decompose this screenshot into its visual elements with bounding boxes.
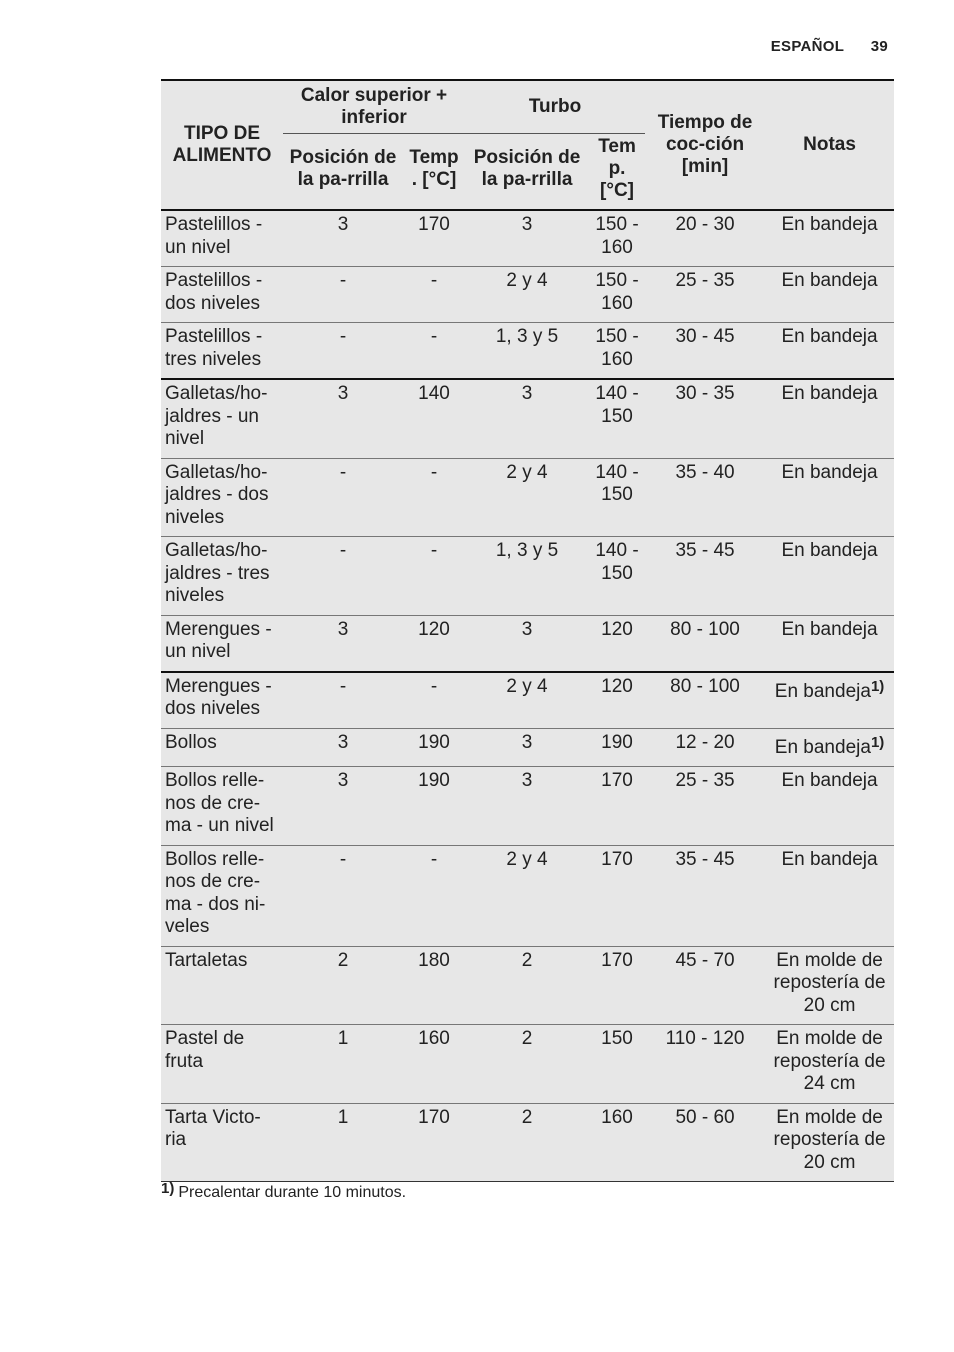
food-cell (161, 1103, 283, 1182)
food-cell (161, 537, 283, 616)
food-cell (161, 728, 283, 767)
notes-cell (765, 672, 894, 729)
notes-cell (765, 615, 894, 672)
temp-1-cell (403, 946, 465, 1025)
temp-1-cell-text: - (430, 848, 438, 870)
footnote-text: Precalentar durante 10 minutos. (178, 1184, 407, 1201)
temp-1-cell (403, 267, 465, 323)
notes-cell-text: En bandeja (781, 383, 878, 404)
shelf-position-2-cell-text: 2 y 4 (506, 848, 548, 870)
shelf-position-1-cell (283, 672, 403, 729)
temp-2-cell-text: 170 (601, 848, 633, 870)
temp-2-cell (589, 946, 645, 1025)
footnote-mark: 1) (161, 1180, 175, 1197)
page-header (771, 38, 888, 55)
temp-2-cell-text: 150 - 160 (595, 270, 639, 314)
cooking-time-cell (645, 946, 765, 1025)
temp-1-cell (403, 728, 465, 767)
notes-cell (765, 845, 894, 946)
shelf-position-1-cell (283, 615, 403, 672)
temp-2-cell-text: 160 (601, 1106, 633, 1128)
shelf-position-1-cell-text: - (339, 270, 347, 291)
temp-2-cell-text: 190 (601, 731, 633, 753)
notes-cell-text: En molde de repostería de 20 cm (773, 949, 886, 1016)
food-cell-text: Pastel de fruta (165, 1028, 245, 1072)
food-cell-text: Galletas/ho-jaldres - un nivel (165, 383, 268, 449)
temp-2-cell (589, 458, 645, 537)
food-cell (161, 210, 283, 267)
cooking-time-cell (645, 1103, 765, 1182)
temp-1-cell (403, 672, 465, 729)
shelf-position-2-cell (465, 537, 589, 616)
shelf-position-1-cell (283, 379, 403, 458)
food-cell-text: Galletas/ho-jaldres - tres niveles (165, 540, 270, 606)
footnote-reference: 1) (870, 733, 885, 751)
notes-cell (765, 946, 894, 1025)
shelf-position-1-cell (283, 537, 403, 616)
food-cell (161, 458, 283, 537)
shelf-position-1-cell (283, 946, 403, 1025)
table-row (161, 1103, 894, 1182)
header-temp-2: Tem p. [°C] (589, 134, 645, 211)
temp-1-cell (403, 1025, 465, 1104)
food-cell-text: Merengues - un nivel (165, 618, 272, 662)
shelf-position-2-cell (465, 946, 589, 1025)
food-cell (161, 767, 283, 846)
shelf-position-1-cell (283, 210, 403, 267)
shelf-position-1-cell-text: 3 (337, 214, 349, 235)
food-cell-text: Galletas/ho-jaldres - dos niveles (165, 461, 269, 528)
table-header (161, 80, 894, 210)
table-row (161, 1025, 894, 1104)
notes-cell (765, 728, 894, 767)
cooking-time-cell (645, 767, 765, 846)
temp-1-cell (403, 379, 465, 458)
temp-1-cell-text: - (430, 540, 438, 561)
shelf-position-2-cell (465, 458, 589, 537)
shelf-position-2-cell (465, 672, 589, 729)
notes-cell-text: En bandeja (774, 680, 871, 702)
shelf-position-2-cell-text: 2 (521, 1028, 533, 1049)
food-cell-text: Bollos relle-nos de cre-ma - un nivel (165, 770, 274, 836)
notes-cell-text: En bandeja (781, 326, 878, 347)
temp-1-cell (403, 767, 465, 846)
temp-2-cell (589, 672, 645, 729)
header-notes: Notas (765, 80, 894, 210)
notes-cell-text: En molde de repostería de 20 cm (773, 1106, 886, 1173)
cooking-time-cell-text: 45 - 70 (675, 949, 735, 971)
temp-2-cell (589, 728, 645, 767)
shelf-position-1-cell (283, 845, 403, 946)
food-cell (161, 672, 283, 729)
table-row (161, 728, 894, 767)
shelf-position-2-cell-text: 1, 3 y 5 (495, 326, 559, 347)
table-row (161, 537, 894, 616)
temp-2-cell-text: 120 (601, 675, 633, 697)
food-cell-text: Tarta Victo-ria (165, 1106, 261, 1150)
temp-1-cell-text: 170 (418, 1106, 450, 1128)
shelf-position-2-cell (465, 323, 589, 380)
cooking-time-cell-text: 25 - 35 (675, 270, 735, 291)
cooking-time-cell (645, 537, 765, 616)
shelf-position-2-cell-text: 2 y 4 (506, 270, 548, 291)
food-cell (161, 845, 283, 946)
food-cell-text: Bollos (165, 731, 217, 753)
temp-2-cell-text: 170 (601, 770, 633, 791)
food-cell (161, 946, 283, 1025)
shelf-position-1-cell-text: 1 (337, 1028, 349, 1049)
shelf-position-2-cell-text: 2 y 4 (506, 675, 548, 697)
shelf-position-2-cell-text: 2 y 4 (506, 461, 548, 483)
notes-cell-text: En bandeja (781, 848, 878, 870)
shelf-position-2-cell-text: 1, 3 y 5 (495, 540, 559, 561)
temp-1-cell (403, 1103, 465, 1182)
food-cell-text: Bollos relle-nos de cre-ma - dos ni-veles (165, 848, 266, 937)
cooking-time-cell (645, 210, 765, 267)
shelf-position-1-cell-text: 3 (337, 618, 349, 640)
shelf-position-2-cell (465, 767, 589, 846)
temp-2-cell (589, 379, 645, 458)
temp-1-cell-text: 170 (418, 214, 450, 235)
temp-2-cell (589, 267, 645, 323)
temp-1-cell-text: - (430, 326, 438, 347)
temp-1-cell (403, 537, 465, 616)
footnote (161, 1180, 406, 1202)
temp-2-cell (589, 1103, 645, 1182)
shelf-position-1-cell (283, 323, 403, 380)
header-top-bottom-heat: Calor superior + inferior (283, 80, 465, 134)
table-row (161, 845, 894, 946)
table-row (161, 615, 894, 672)
temp-2-cell (589, 323, 645, 380)
cooking-time-cell (645, 458, 765, 537)
page-number: 39 (870, 38, 888, 55)
header-food-type: TIPO DE ALIMENTO (161, 80, 283, 210)
shelf-position-2-cell-text: 3 (521, 214, 533, 235)
food-cell-text: Tartaletas (165, 949, 248, 971)
temp-1-cell-text: 190 (418, 770, 450, 791)
shelf-position-1-cell (283, 767, 403, 846)
temp-2-cell (589, 1025, 645, 1104)
notes-cell (765, 323, 894, 380)
table-row (161, 672, 894, 729)
language-label: ESPAÑOL (770, 38, 845, 55)
food-cell (161, 379, 283, 458)
temp-1-cell-text: 140 (418, 383, 450, 404)
table-row (161, 323, 894, 380)
cooking-time-cell-text: 50 - 60 (675, 1106, 735, 1128)
temp-2-cell-text: 150 (601, 1028, 633, 1049)
notes-cell-text: En bandeja (781, 540, 878, 561)
temp-1-cell-text: - (430, 675, 438, 697)
cooking-time-cell-text: 25 - 35 (675, 770, 735, 791)
food-cell (161, 615, 283, 672)
cooking-time-cell-text: 35 - 45 (675, 540, 735, 561)
food-cell-text: Merengues - dos niveles (165, 675, 272, 719)
cooking-time-cell (645, 615, 765, 672)
table-row (161, 946, 894, 1025)
shelf-position-2-cell (465, 1025, 589, 1104)
shelf-position-1-cell (283, 728, 403, 767)
shelf-position-2-cell-text: 3 (521, 731, 533, 753)
temp-1-cell-text: 160 (418, 1028, 450, 1049)
cooking-time-cell-text: 80 - 100 (670, 675, 740, 697)
shelf-position-1-cell-text: 3 (337, 383, 349, 404)
notes-cell (765, 458, 894, 537)
shelf-position-2-cell (465, 210, 589, 267)
temp-2-cell-text: 140 - 150 (595, 383, 639, 427)
temp-2-cell-text: 150 - 160 (595, 326, 639, 370)
header-temp-1: Temp . [°C] (403, 134, 465, 211)
shelf-position-1-cell-text: - (339, 461, 347, 483)
temp-2-cell (589, 537, 645, 616)
temp-1-cell (403, 210, 465, 267)
cooking-time-cell (645, 845, 765, 946)
temp-2-cell-text: 140 - 150 (595, 461, 639, 505)
shelf-position-2-cell-text: 3 (521, 618, 533, 640)
shelf-position-1-cell (283, 1103, 403, 1182)
shelf-position-1-cell (283, 267, 403, 323)
shelf-position-1-cell-text: 2 (337, 949, 349, 971)
food-cell (161, 267, 283, 323)
notes-cell-text: En bandeja (781, 618, 878, 640)
shelf-position-2-cell (465, 379, 589, 458)
footnote-reference: 1) (870, 677, 885, 695)
notes-cell-text: En bandeja (781, 270, 878, 291)
header-shelf-position-1: Posición de la pa-rrilla (283, 134, 403, 211)
table-body (161, 210, 894, 1182)
notes-cell-text: En bandeja (781, 461, 878, 483)
shelf-position-1-cell-text: - (339, 326, 347, 347)
food-cell-text: Pastelillos - un nivel (165, 214, 263, 258)
table-row (161, 267, 894, 323)
shelf-position-1-cell-text: 3 (337, 770, 349, 791)
temp-1-cell-text: - (430, 461, 438, 483)
shelf-position-1-cell (283, 458, 403, 537)
table-row (161, 767, 894, 846)
cooking-time-cell (645, 1025, 765, 1104)
header-turbo: Turbo (465, 80, 645, 134)
food-cell-text: Pastelillos - dos niveles (165, 270, 263, 314)
notes-cell (765, 379, 894, 458)
temp-2-cell-text: 150 - 160 (595, 214, 639, 258)
notes-cell (765, 267, 894, 323)
shelf-position-2-cell (465, 1103, 589, 1182)
shelf-position-1-cell-text: 1 (337, 1106, 349, 1128)
shelf-position-1-cell-text: - (339, 848, 347, 870)
notes-cell (765, 767, 894, 846)
cooking-time-cell (645, 267, 765, 323)
cooking-time-cell-text: 35 - 40 (675, 461, 735, 483)
shelf-position-2-cell-text: 3 (521, 770, 533, 791)
cooking-time-cell-text: 12 - 20 (675, 731, 735, 753)
shelf-position-1-cell (283, 1025, 403, 1104)
temp-2-cell-text: 120 (601, 618, 633, 640)
table-row (161, 458, 894, 537)
notes-cell-text: En bandeja (781, 214, 878, 235)
temp-2-cell (589, 845, 645, 946)
temp-1-cell-text: 180 (418, 949, 450, 971)
notes-cell (765, 210, 894, 267)
food-cell (161, 1025, 283, 1104)
cooking-time-cell-text: 20 - 30 (675, 214, 735, 235)
notes-cell (765, 1103, 894, 1182)
header-shelf-position-2: Posición de la pa-rrilla (465, 134, 589, 211)
temp-2-cell (589, 767, 645, 846)
shelf-position-1-cell-text: - (339, 675, 347, 697)
cooking-time-cell (645, 672, 765, 729)
notes-cell-text: En molde de repostería de 24 cm (773, 1028, 886, 1094)
notes-cell (765, 537, 894, 616)
temp-1-cell (403, 323, 465, 380)
food-cell (161, 323, 283, 380)
temp-1-cell-text: 190 (418, 731, 450, 753)
table-row (161, 379, 894, 458)
cooking-time-cell-text: 30 - 35 (675, 383, 735, 404)
shelf-position-1-cell-text: 3 (337, 731, 349, 753)
temp-2-cell (589, 210, 645, 267)
shelf-position-2-cell-text: 3 (521, 383, 533, 404)
header-cooking-time: Tiempo de coc-ción [min] (645, 80, 765, 210)
temp-1-cell-text: 120 (418, 618, 450, 640)
shelf-position-2-cell-text: 2 (521, 949, 533, 971)
temp-1-cell (403, 845, 465, 946)
notes-cell-text: En bandeja (781, 770, 878, 791)
shelf-position-2-cell (465, 728, 589, 767)
cooking-time-cell-text: 110 - 120 (665, 1028, 745, 1049)
cooking-time-cell (645, 323, 765, 380)
shelf-position-2-cell-text: 2 (521, 1106, 533, 1128)
cooking-time-cell (645, 379, 765, 458)
table-row (161, 210, 894, 267)
cooking-time-cell-text: 30 - 45 (675, 326, 735, 347)
cooking-time-cell-text: 80 - 100 (670, 618, 740, 640)
notes-cell-text: En bandeja (774, 736, 871, 758)
temp-2-cell-text: 140 - 150 (595, 540, 639, 584)
temp-2-cell (589, 615, 645, 672)
shelf-position-2-cell (465, 615, 589, 672)
shelf-position-2-cell (465, 845, 589, 946)
temp-1-cell (403, 458, 465, 537)
temp-1-cell-text: - (430, 270, 438, 291)
temp-1-cell (403, 615, 465, 672)
cooking-time-cell-text: 35 - 45 (675, 848, 735, 870)
food-cell-text: Pastelillos - tres niveles (165, 326, 263, 370)
temp-2-cell-text: 170 (601, 949, 633, 971)
notes-cell (765, 1025, 894, 1104)
shelf-position-2-cell (465, 267, 589, 323)
cooking-time-cell (645, 728, 765, 767)
shelf-position-1-cell-text: - (339, 540, 347, 561)
cooking-table (161, 79, 894, 1182)
